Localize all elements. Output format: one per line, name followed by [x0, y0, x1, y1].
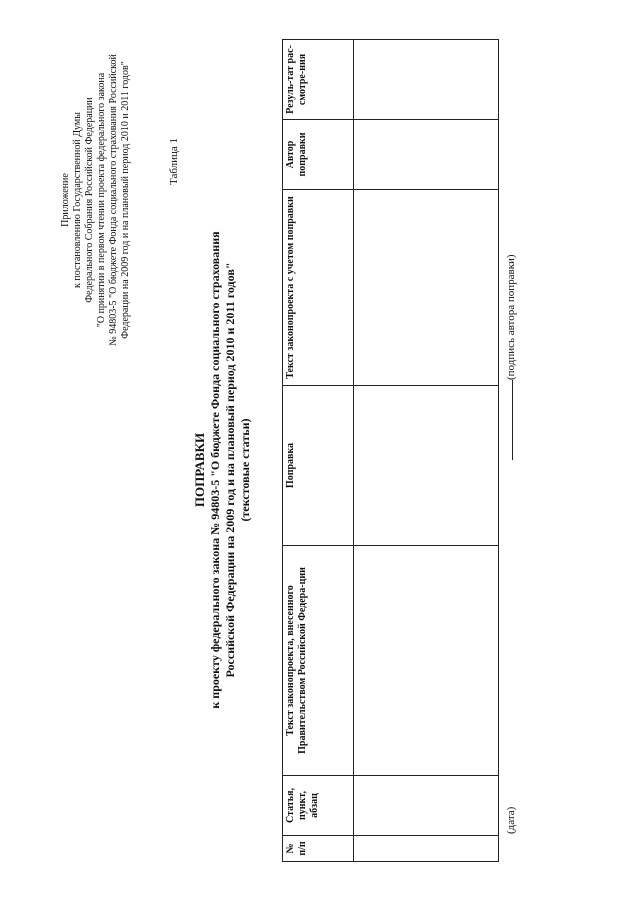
appendix-line: "О принятии в первом чтении проекта федерального закона [96, 72, 107, 328]
table-cell [354, 386, 499, 546]
appendix-line: Федерации на 2009 год и на плановый период 2010 и 2011 годов" [120, 61, 131, 339]
appendix-line: № 94803-5 "О бюджете Фонда социального страхования Российской [108, 54, 119, 346]
appendix-line: Приложение [60, 173, 71, 227]
table-cell [354, 776, 499, 836]
table-row [354, 40, 499, 862]
table-header-row [283, 40, 354, 862]
appendix-line: к постановлению Государственной Думы [72, 112, 83, 288]
table-cell [354, 40, 499, 120]
document-title [192, 210, 253, 730]
signature-line [512, 380, 513, 460]
table-cell [354, 836, 499, 862]
appendix-line: Федерального Собрания Российской Федерации [84, 97, 95, 303]
header-cell-original-text: Текст законопроекта, внесенного Правительством Российской Федера-ции [283, 546, 354, 776]
title-line: к проекту федерального закона № 94803-5 "О бюджете Фонда социального страхования [208, 231, 222, 709]
header-cell-author: Автор поправки [283, 120, 354, 190]
table-cell [354, 546, 499, 776]
date-caption: (дата) [505, 806, 517, 834]
table-cell [354, 190, 499, 386]
signature-caption: (подпись автора поправки) [505, 254, 517, 380]
table-cell [354, 120, 499, 190]
appendix-header [60, 40, 132, 360]
title-subtitle: (текстовые статьи) [238, 418, 252, 522]
header-cell-amendment: Поправка [283, 386, 354, 546]
title-line: Российской Федерации на 2009 год и на плановый период 2010 и 2011 годов" [223, 262, 237, 678]
title-main: ПОПРАВКИ [192, 432, 207, 508]
header-cell-article: Статья, пункт, абзац [283, 776, 354, 836]
header-cell-result: Резуль-тат рас-смотре-ния [283, 40, 354, 120]
table-number-label: Таблица 1 [168, 137, 180, 185]
amendments-table [282, 39, 499, 862]
header-cell-amended-text: Текст законопроекта с учетом поправки [283, 190, 354, 386]
header-cell-number: № п/п [283, 836, 354, 862]
